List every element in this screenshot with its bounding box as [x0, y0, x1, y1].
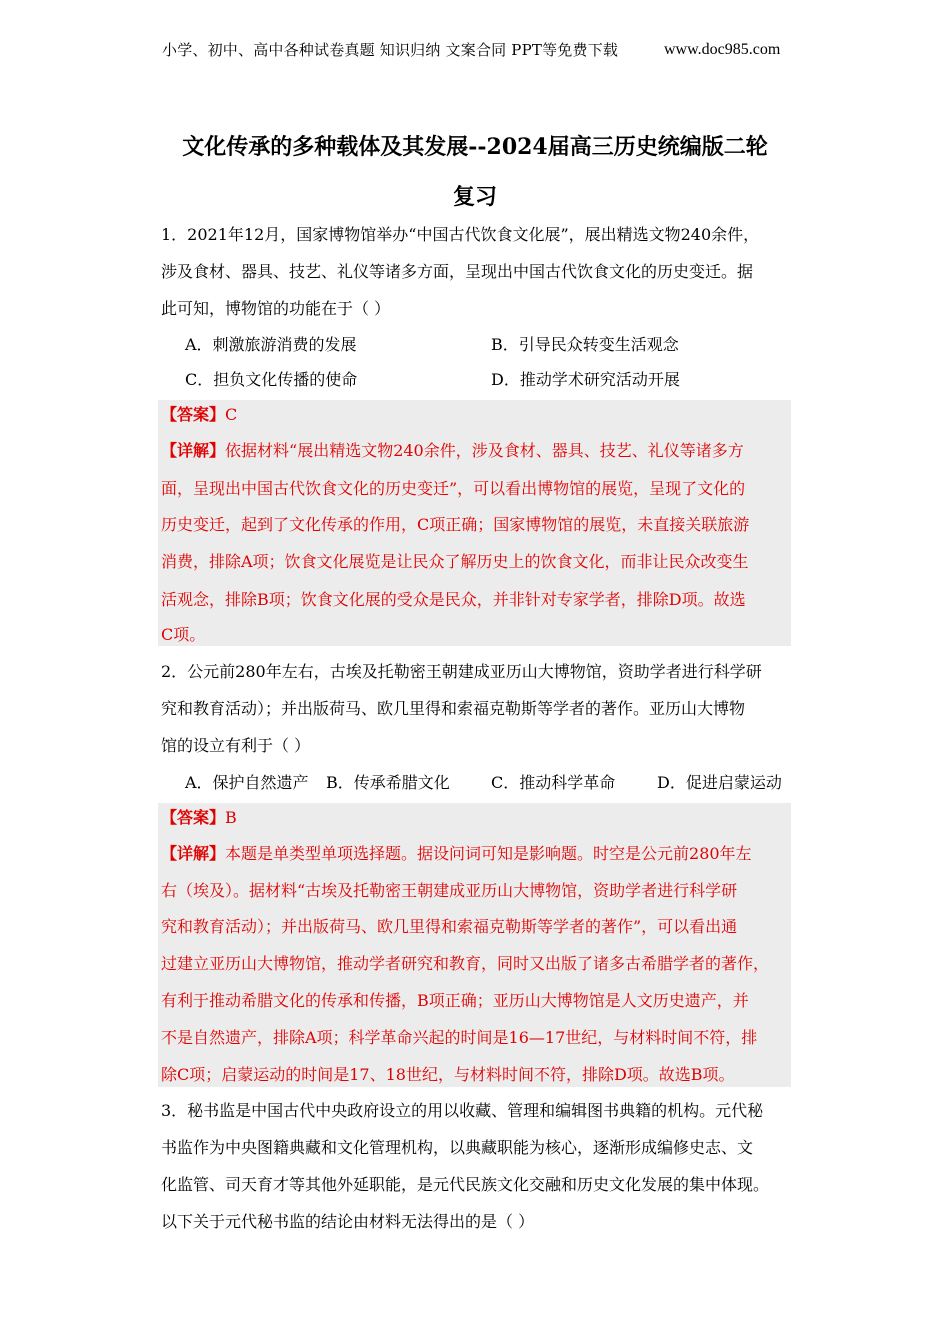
- q2-stem-line: 馆的设立有利于（ ）: [161, 736, 311, 755]
- answer-value: C: [225, 405, 238, 424]
- q2-detail-line: 过建立亚历山大博物馆，推动学者研究和教育，同时又出版了诸多古希腊学者的著作，: [161, 954, 770, 973]
- q2-detail-line: 有利于推动希腊文化的传承和传播，B项正确；亚历山大博物馆是人文历史遗产，并: [161, 991, 749, 1010]
- q1-detail-line: [161, 438, 744, 464]
- q1-detail-line: 活观念，排除B项；饮食文化展的受众是民众，并非针对专家学者，排除D项。故选: [161, 590, 746, 609]
- q1-stem-line: 此可知，博物馆的功能在于（ ）: [161, 299, 391, 318]
- q1-option-b: B．引导民众转变生活观念: [491, 335, 679, 354]
- detail-text: 本题是单类型单项选择题。据设问词可知是影响题。时空是公元前280年左: [225, 844, 752, 863]
- q2-detail-line: 右（埃及）。据材料“古埃及托勒密王朝建成亚历山大博物馆，资助学者进行科学研: [161, 881, 738, 900]
- q1-detail-line: 消费，排除A项；饮食文化展览是让民众了解历史上的饮食文化，而非让民众改变生: [161, 552, 749, 571]
- q3-stem-line: 3．秘书监是中国古代中央政府设立的用以收藏、管理和编辑图书典籍的机构。元代秘: [161, 1101, 764, 1120]
- q1-stem-line: 涉及食材、器具、技艺、礼仪等诸多方面，呈现出中国古代饮食文化的历史变迁。据: [161, 262, 754, 281]
- q2-answer: [161, 805, 237, 831]
- q2-detail-line: [161, 841, 752, 867]
- q1-option-d: D．推动学术研究活动开展: [491, 370, 680, 389]
- q2-option-a: A．保护自然遗产: [185, 773, 309, 792]
- q3-stem-line: 以下关于元代秘书监的结论由材料无法得出的是（ ）: [161, 1212, 535, 1231]
- document-title-line-1: 文化传承的多种载体及其发展--2024届高三历史统编版二轮: [182, 134, 768, 160]
- q2-stem-line: 究和教育活动）；并出版荷马、欧几里得和索福克勒斯等学者的著作。亚历山大博物: [161, 699, 746, 718]
- q1-detail-line: 面，呈现出中国古代饮食文化的历史变迁”，可以看出博物馆的展览，呈现了文化的: [161, 479, 746, 498]
- answer-value: B: [225, 808, 237, 827]
- q2-stem-line: 2．公元前280年左右，古埃及托勒密王朝建成亚历山大博物馆，资助学者进行科学研: [161, 662, 762, 681]
- detail-tag: 【详解】: [161, 844, 226, 863]
- q1-stem-line: 1．2021年12月，国家博物馆举办“中国古代饮食文化展”，展出精选文物240余件，: [161, 225, 760, 244]
- q2-option-d: D．促进启蒙运动: [657, 773, 782, 792]
- q2-detail-line: 不是自然遗产，排除A项；科学革命兴起的时间是16—17世纪，与材料时间不符，排: [161, 1028, 758, 1047]
- q2-detail-line: 除C项；启蒙运动的时间是17、18世纪，与材料时间不符，排除D项。故选B项。: [161, 1065, 735, 1084]
- detail-text: 依据材料“展出精选文物240余件，涉及食材、器具、技艺、礼仪等诸多方: [225, 441, 744, 460]
- q1-option-a: A．刺激旅游消费的发展: [185, 335, 357, 354]
- q2-option-c: C．推动科学革命: [491, 773, 616, 792]
- document-title-line-2: 复习: [452, 184, 497, 210]
- header-left-text: 小学、初中、高中各种试卷真题 知识归纳 文案合同 PPT等免费下载: [162, 41, 619, 59]
- q1-detail-line: 历史变迁，起到了文化传承的作用，C项正确；国家博物馆的展览，未直接关联旅游: [161, 515, 750, 534]
- answer-tag: 【答案】: [161, 808, 226, 827]
- q3-stem-line: 书监作为中央图籍典藏和文化管理机构，以典藏职能为核心，逐渐形成编修史志、文: [161, 1138, 754, 1157]
- q1-detail-line: C项。: [161, 625, 206, 644]
- q2-option-b: B．传承希腊文化: [326, 773, 450, 792]
- detail-tag: 【详解】: [161, 441, 226, 460]
- answer-tag: 【答案】: [161, 405, 226, 424]
- q1-answer: [161, 402, 237, 428]
- header-site-url: www.doc985.com: [664, 41, 781, 58]
- q3-stem-line: 化监管、司天育才等其他外延职能，是元代民族文化交融和历史文化发展的集中体现。: [161, 1175, 770, 1194]
- q1-option-c: C．担负文化传播的使命: [185, 370, 358, 389]
- q2-detail-line: 究和教育活动）；并出版荷马、欧几里得和索福克勒斯等学者的著作”，可以看出通: [161, 917, 738, 936]
